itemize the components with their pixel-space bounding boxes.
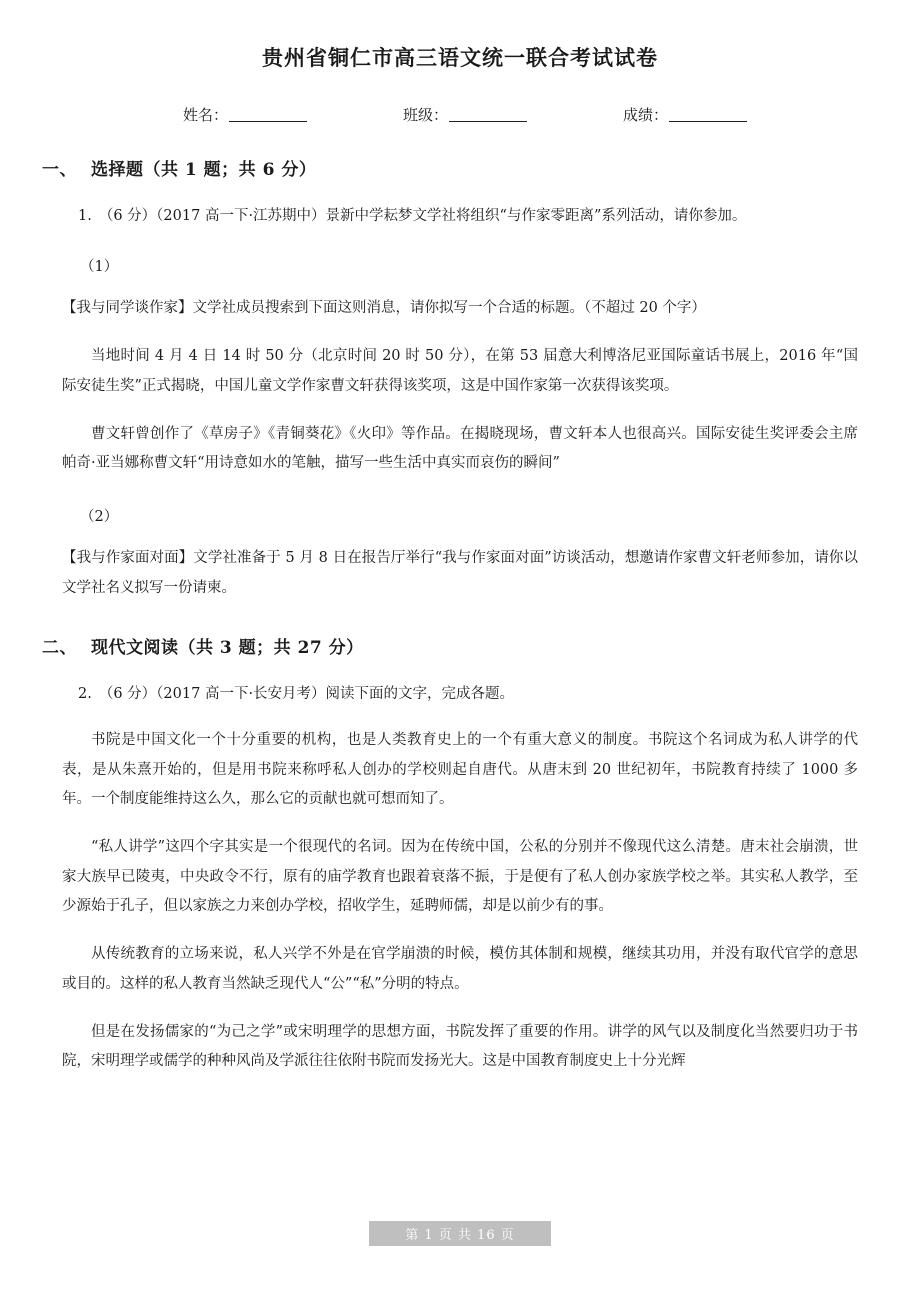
score-field-blank[interactable]: [669, 121, 747, 122]
question-2-number: 2.: [78, 686, 92, 703]
news-paragraph-2: 曹文轩曾创作了《草房子》《青铜葵花》《火印》等作品。在揭晓现场，曹文轩本人也很高兴。国际安徒生奖评委会主席帕奇·亚当娜称曹文轩“用诗意如水的笔触，描写一些生活中真实而哀伤的瞬间”: [62, 425, 858, 472]
name-field-label: 姓名：: [182, 106, 228, 124]
reading-paragraph-3: 从传统教育的立场来说，私人兴学不外是在官学崩溃的时候，模仿其体制和规模，继续其功用，并没有取代官学的意思或目的。这样的私人教育当然缺乏现代人“公”“私”分明的特点。: [62, 946, 858, 992]
class-field-blank[interactable]: [449, 121, 527, 122]
reading-paragraph-2: “私人讲学”这四个字其实是一个很现代的名词。因为在传统中国，公私的分别并不像现代这么清楚。唐末社会崩溃，世家大族早已陵夷，中央政令不行，原有的庙学教育也跟着衰落不振，于是便有了私人创办家族学校之举。其实私人教学，至少源始于孔子，但以家族之力来创办学校，招收学生，延聘师儒，却是以前少有的事。: [62, 838, 858, 915]
score-field-label: 成绩：: [623, 106, 669, 124]
section-heading-2: [42, 633, 920, 658]
question-1-sub2-label: （2）: [80, 508, 119, 525]
question-1-sub1-label: （1）: [80, 259, 119, 276]
question-1-text: （6 分）（2017 高一下·江苏期中）景新中学耘梦文学社将组织“与作家零距离”系列活动，请你参加。: [98, 208, 747, 224]
score-field: [623, 104, 747, 125]
question-1-stem: [78, 204, 920, 229]
page-title: 贵州省铜仁市高三语文统一联合考试试卷: [262, 45, 658, 70]
page-number-bar: 第 1 页 共 16 页: [369, 1221, 551, 1246]
page-footer: [0, 1221, 920, 1246]
section-1-title: 选择题（共 1 题；共 6 分）: [91, 160, 317, 180]
name-field-blank[interactable]: [229, 121, 307, 122]
student-info-row: [0, 104, 920, 125]
question-2-stem: [78, 682, 920, 707]
question-1-sub1-prompt: 【我与同学谈作家】文学社成员搜索到下面这则消息，请你拟写一个合适的标题。（不超过 20 个字）: [62, 300, 706, 317]
section-2-title: 现代文阅读（共 3 题；共 27 分）: [91, 638, 364, 659]
question-1-number: 1.: [78, 208, 92, 224]
question-1-sub2-prompt: 【我与作家面对面】文学社准备于 5 月 8 日在报告厅举行“我与作家面对面”访谈活动，想邀请作家曹文轩老师参加，请你以文学社名义拟写一份请柬。: [62, 549, 858, 596]
question-2-text: （6 分）（2017 高一下·长安月考）阅读下面的文字，完成各题。: [98, 686, 515, 703]
name-field: [183, 104, 307, 125]
class-field-label: 班级：: [402, 106, 448, 124]
news-paragraph-1: 当地时间 4 月 4 日 14 时 50 分（北京时间 20 时 50 分），在第 53 届意大利博洛尼亚国际童话书展上，2016 年“国际安徒生奖”正式揭晓，中国儿童文学作家曹文轩获得该奖项，这是中国作家第一次获得该奖项。: [62, 348, 858, 394]
section-1-number: 一、: [42, 160, 77, 180]
reading-paragraph-4: 但是在发扬儒家的“为己之学”或宋明理学的思想方面，书院发挥了重要的作用。讲学的风气以及制度化当然要归功于书院，宋明理学或儒学的种种风尚及学派往往依附书院而发扬光大。这是中国教育制度史上十分光辉: [62, 1023, 858, 1070]
section-heading-1: [42, 155, 920, 180]
reading-paragraph-1: 书院是中国文化一个十分重要的机构，也是人类教育史上的一个有重大意义的制度。书院这个名词成为私人讲学的代表，是从朱熹开始的，但是用书院来称呼私人创办的学校则起自唐代。从唐末到 20 世纪初年，书院教育持续了 1000 多年。一个制度能维持这么久，那么它的贡献也就可想而知了。: [62, 731, 858, 808]
class-field: [403, 104, 527, 125]
section-2-number: 二、: [42, 638, 77, 659]
